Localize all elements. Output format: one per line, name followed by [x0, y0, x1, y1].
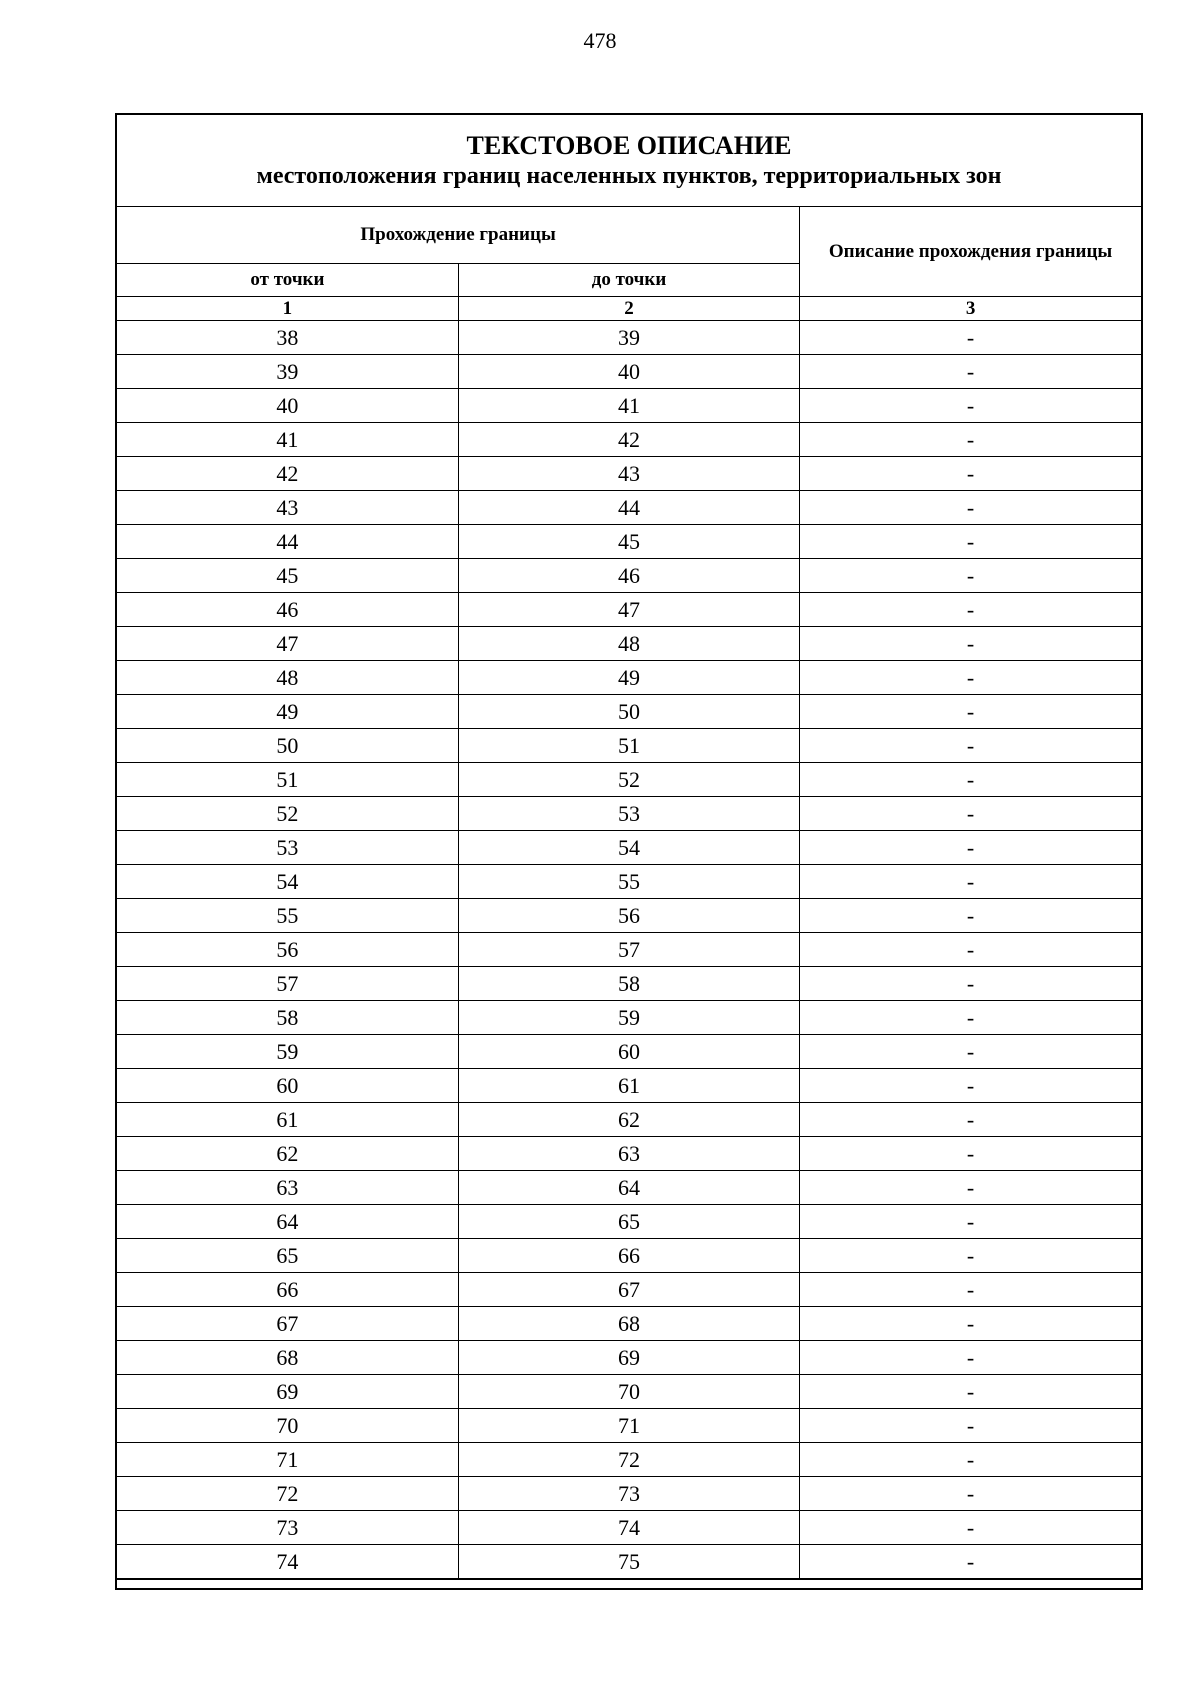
from-point-cell: 51 [117, 763, 458, 797]
from-point-cell: 42 [117, 457, 458, 491]
header-from-point: от точки [117, 264, 458, 297]
to-point-cell: 50 [458, 695, 799, 729]
from-point-cell: 56 [117, 933, 458, 967]
form-subtitle: местоположения границ населенных пунктов, территориальных зон [256, 163, 1002, 189]
to-point-cell: 69 [458, 1341, 799, 1375]
boundary-description-form [115, 113, 1143, 1590]
table-row [117, 423, 1141, 457]
from-point-cell: 54 [117, 865, 458, 899]
to-point-cell: 72 [458, 1443, 799, 1477]
table-row [117, 763, 1141, 797]
to-point-cell: 52 [458, 763, 799, 797]
page-number: 478 [583, 28, 617, 53]
description-cell: - [800, 831, 1141, 865]
to-point-cell: 54 [458, 831, 799, 865]
table-row [117, 457, 1141, 491]
from-point-cell: 55 [117, 899, 458, 933]
from-point-cell: 49 [117, 695, 458, 729]
to-point-cell: 73 [458, 1477, 799, 1511]
from-point-cell: 47 [117, 627, 458, 661]
from-point-cell: 62 [117, 1137, 458, 1171]
description-cell: - [800, 1035, 1141, 1069]
to-point-cell: 63 [458, 1137, 799, 1171]
to-point-cell: 62 [458, 1103, 799, 1137]
table-row [117, 729, 1141, 763]
to-point-cell: 65 [458, 1205, 799, 1239]
from-point-cell: 39 [117, 355, 458, 389]
from-point-cell: 58 [117, 1001, 458, 1035]
table-row [117, 831, 1141, 865]
description-cell: - [800, 457, 1141, 491]
from-point-cell: 48 [117, 661, 458, 695]
description-cell: - [800, 763, 1141, 797]
table-row [117, 593, 1141, 627]
table-row [117, 525, 1141, 559]
table-row [117, 1137, 1141, 1171]
from-point-cell: 53 [117, 831, 458, 865]
table-row [117, 899, 1141, 933]
table-row [117, 1307, 1141, 1341]
table-row [117, 1409, 1141, 1443]
description-cell: - [800, 1409, 1141, 1443]
from-point-cell: 65 [117, 1239, 458, 1273]
table-row [117, 1443, 1141, 1477]
to-point-cell: 60 [458, 1035, 799, 1069]
to-point-cell: 43 [458, 457, 799, 491]
to-point-cell: 44 [458, 491, 799, 525]
from-point-cell: 73 [117, 1511, 458, 1545]
to-point-cell: 75 [458, 1545, 799, 1579]
table-row [117, 321, 1141, 355]
table-row [117, 491, 1141, 525]
from-point-cell: 59 [117, 1035, 458, 1069]
header-boundary-passage: Прохождение границы [117, 207, 800, 264]
description-cell: - [800, 525, 1141, 559]
description-cell: - [800, 389, 1141, 423]
from-point-cell: 60 [117, 1069, 458, 1103]
to-point-cell: 49 [458, 661, 799, 695]
from-point-cell: 41 [117, 423, 458, 457]
to-point-cell: 47 [458, 593, 799, 627]
description-cell: - [800, 1103, 1141, 1137]
to-point-cell: 66 [458, 1239, 799, 1273]
to-point-cell: 46 [458, 559, 799, 593]
description-cell: - [800, 1137, 1141, 1171]
to-point-cell: 67 [458, 1273, 799, 1307]
description-cell: - [800, 1511, 1141, 1545]
to-point-cell: 42 [458, 423, 799, 457]
description-cell: - [800, 1307, 1141, 1341]
table-row [117, 865, 1141, 899]
to-point-cell: 48 [458, 627, 799, 661]
table-row [117, 1273, 1141, 1307]
to-point-cell: 39 [458, 321, 799, 355]
from-point-cell: 44 [117, 525, 458, 559]
from-point-cell: 64 [117, 1205, 458, 1239]
description-cell: - [800, 695, 1141, 729]
from-point-cell: 68 [117, 1341, 458, 1375]
to-point-cell: 53 [458, 797, 799, 831]
description-cell: - [800, 321, 1141, 355]
from-point-cell: 66 [117, 1273, 458, 1307]
from-point-cell: 63 [117, 1171, 458, 1205]
description-cell: - [800, 797, 1141, 831]
to-point-cell: 74 [458, 1511, 799, 1545]
description-cell: - [800, 729, 1141, 763]
column-number-3: 3 [800, 297, 1141, 321]
from-point-cell: 69 [117, 1375, 458, 1409]
table-row [117, 1545, 1141, 1579]
from-point-cell: 61 [117, 1103, 458, 1137]
header-to-point: до точки [458, 264, 799, 297]
to-point-cell: 45 [458, 525, 799, 559]
to-point-cell: 57 [458, 933, 799, 967]
description-cell: - [800, 1545, 1141, 1579]
description-cell: - [800, 1273, 1141, 1307]
table-row [117, 627, 1141, 661]
to-point-cell: 70 [458, 1375, 799, 1409]
description-cell: - [800, 1001, 1141, 1035]
table-row [117, 559, 1141, 593]
to-point-cell: 40 [458, 355, 799, 389]
to-point-cell: 41 [458, 389, 799, 423]
from-point-cell: 40 [117, 389, 458, 423]
from-point-cell: 38 [117, 321, 458, 355]
from-point-cell: 50 [117, 729, 458, 763]
table-row [117, 797, 1141, 831]
description-cell: - [800, 1341, 1141, 1375]
table-row [117, 1477, 1141, 1511]
description-cell: - [800, 967, 1141, 1001]
description-cell: - [800, 661, 1141, 695]
to-point-cell: 71 [458, 1409, 799, 1443]
description-cell: - [800, 423, 1141, 457]
from-point-cell: 57 [117, 967, 458, 1001]
table-row [117, 1205, 1141, 1239]
from-point-cell: 71 [117, 1443, 458, 1477]
description-cell: - [800, 355, 1141, 389]
boundary-table [117, 207, 1141, 1578]
to-point-cell: 55 [458, 865, 799, 899]
to-point-cell: 58 [458, 967, 799, 1001]
to-point-cell: 68 [458, 1307, 799, 1341]
column-number-2: 2 [458, 297, 799, 321]
table-header [117, 207, 1141, 321]
description-cell: - [800, 1239, 1141, 1273]
table-row [117, 1103, 1141, 1137]
from-point-cell: 52 [117, 797, 458, 831]
description-cell: - [800, 865, 1141, 899]
description-cell: - [800, 627, 1141, 661]
table-row [117, 1001, 1141, 1035]
description-cell: - [800, 1443, 1141, 1477]
from-point-cell: 45 [117, 559, 458, 593]
from-point-cell: 43 [117, 491, 458, 525]
to-point-cell: 56 [458, 899, 799, 933]
header-description: Описание прохождения границы [828, 240, 1113, 262]
to-point-cell: 59 [458, 1001, 799, 1035]
description-cell: - [800, 1205, 1141, 1239]
description-cell: - [800, 933, 1141, 967]
description-cell: - [800, 559, 1141, 593]
table-row [117, 1511, 1141, 1545]
form-title: ТЕКСТОВОЕ ОПИСАНИЕ [466, 131, 792, 160]
to-point-cell: 51 [458, 729, 799, 763]
description-cell: - [800, 491, 1141, 525]
from-point-cell: 72 [117, 1477, 458, 1511]
table-bottom-border [117, 1578, 1141, 1588]
from-point-cell: 70 [117, 1409, 458, 1443]
table-row [117, 389, 1141, 423]
from-point-cell: 46 [117, 593, 458, 627]
table-row [117, 967, 1141, 1001]
description-cell: - [800, 899, 1141, 933]
from-point-cell: 74 [117, 1545, 458, 1579]
table-row [117, 1035, 1141, 1069]
description-cell: - [800, 1069, 1141, 1103]
table-row [117, 661, 1141, 695]
description-cell: - [800, 1171, 1141, 1205]
table-body [117, 321, 1141, 1579]
column-number-1: 1 [117, 297, 458, 321]
table-row [117, 355, 1141, 389]
form-title-block [117, 115, 1141, 207]
table-row [117, 1171, 1141, 1205]
table-row [117, 933, 1141, 967]
table-row [117, 695, 1141, 729]
to-point-cell: 61 [458, 1069, 799, 1103]
to-point-cell: 64 [458, 1171, 799, 1205]
table-row [117, 1341, 1141, 1375]
table-row [117, 1239, 1141, 1273]
description-cell: - [800, 1477, 1141, 1511]
from-point-cell: 67 [117, 1307, 458, 1341]
table-row [117, 1375, 1141, 1409]
description-cell: - [800, 593, 1141, 627]
table-row [117, 1069, 1141, 1103]
description-cell: - [800, 1375, 1141, 1409]
